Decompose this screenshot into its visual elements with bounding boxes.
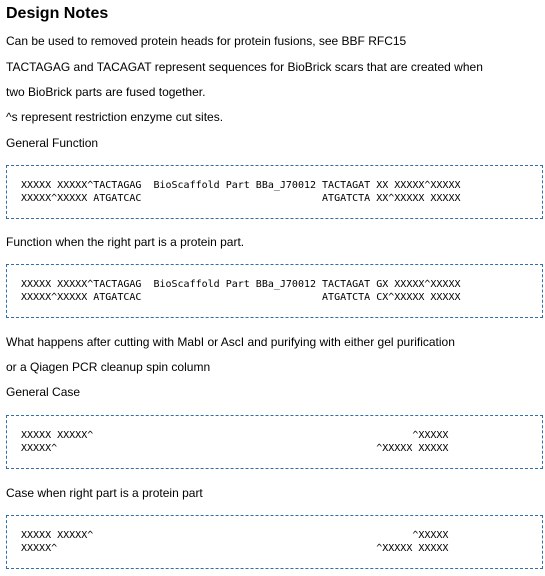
code-line: XXXXX XXXXX^TACTAGAG BioScaffold Part BBa_J70012 TACTAGAT XX XXXXX^XXXXX <box>21 180 461 191</box>
section-label-general-case: General Case <box>6 385 81 399</box>
scar-description-text: TACTAGAG and TACAGAT represent sequences for BioBrick scars that are created when <box>6 60 483 74</box>
code-block-protein-part-case <box>6 515 543 569</box>
code-block-general-case <box>6 415 543 469</box>
page-title: Design Notes <box>6 5 109 22</box>
intro-text: Can be used to removed protein heads for protein fusions, see BBF RFC15 <box>6 34 407 48</box>
code-line: XXXXX^XXXXX ATGATCAC ATGATCTA XX^XXXXX XXXXX <box>21 193 461 204</box>
scar-description-continued-text: two BioBrick parts are fused together. <box>6 85 206 99</box>
cut-site-note: ^s represent restriction enzyme cut sites. <box>6 110 224 124</box>
code-block-protein-part-function <box>6 264 543 318</box>
code-block-general-function <box>6 165 543 219</box>
section-label-general-function: General Function <box>6 136 99 150</box>
section-label-protein-part-case: Case when right part is a protein part <box>6 486 203 500</box>
code-line: XXXXX XXXXX^ ^XXXXX <box>21 430 449 441</box>
cutting-description-text: What happens after cutting with MabI or AscI and purifying with either gel purification <box>6 335 455 349</box>
code-line: XXXXX XXXXX^TACTAGAG BioScaffold Part BBa_J70012 TACTAGAT GX XXXXX^XXXXX <box>21 279 461 290</box>
code-line: XXXXX^ ^XXXXX XXXXX <box>21 543 449 554</box>
code-line: XXXXX^XXXXX ATGATCAC ATGATCTA CX^XXXXX XXXXX <box>21 292 461 303</box>
section-label-protein-part-function: Function when the right part is a protein part. <box>6 235 245 249</box>
cutting-description-continued-text: or a Qiagen PCR cleanup spin column <box>6 360 211 374</box>
code-line: XXXXX XXXXX^ ^XXXXX <box>21 530 449 541</box>
code-line: XXXXX^ ^XXXXX XXXXX <box>21 443 449 454</box>
